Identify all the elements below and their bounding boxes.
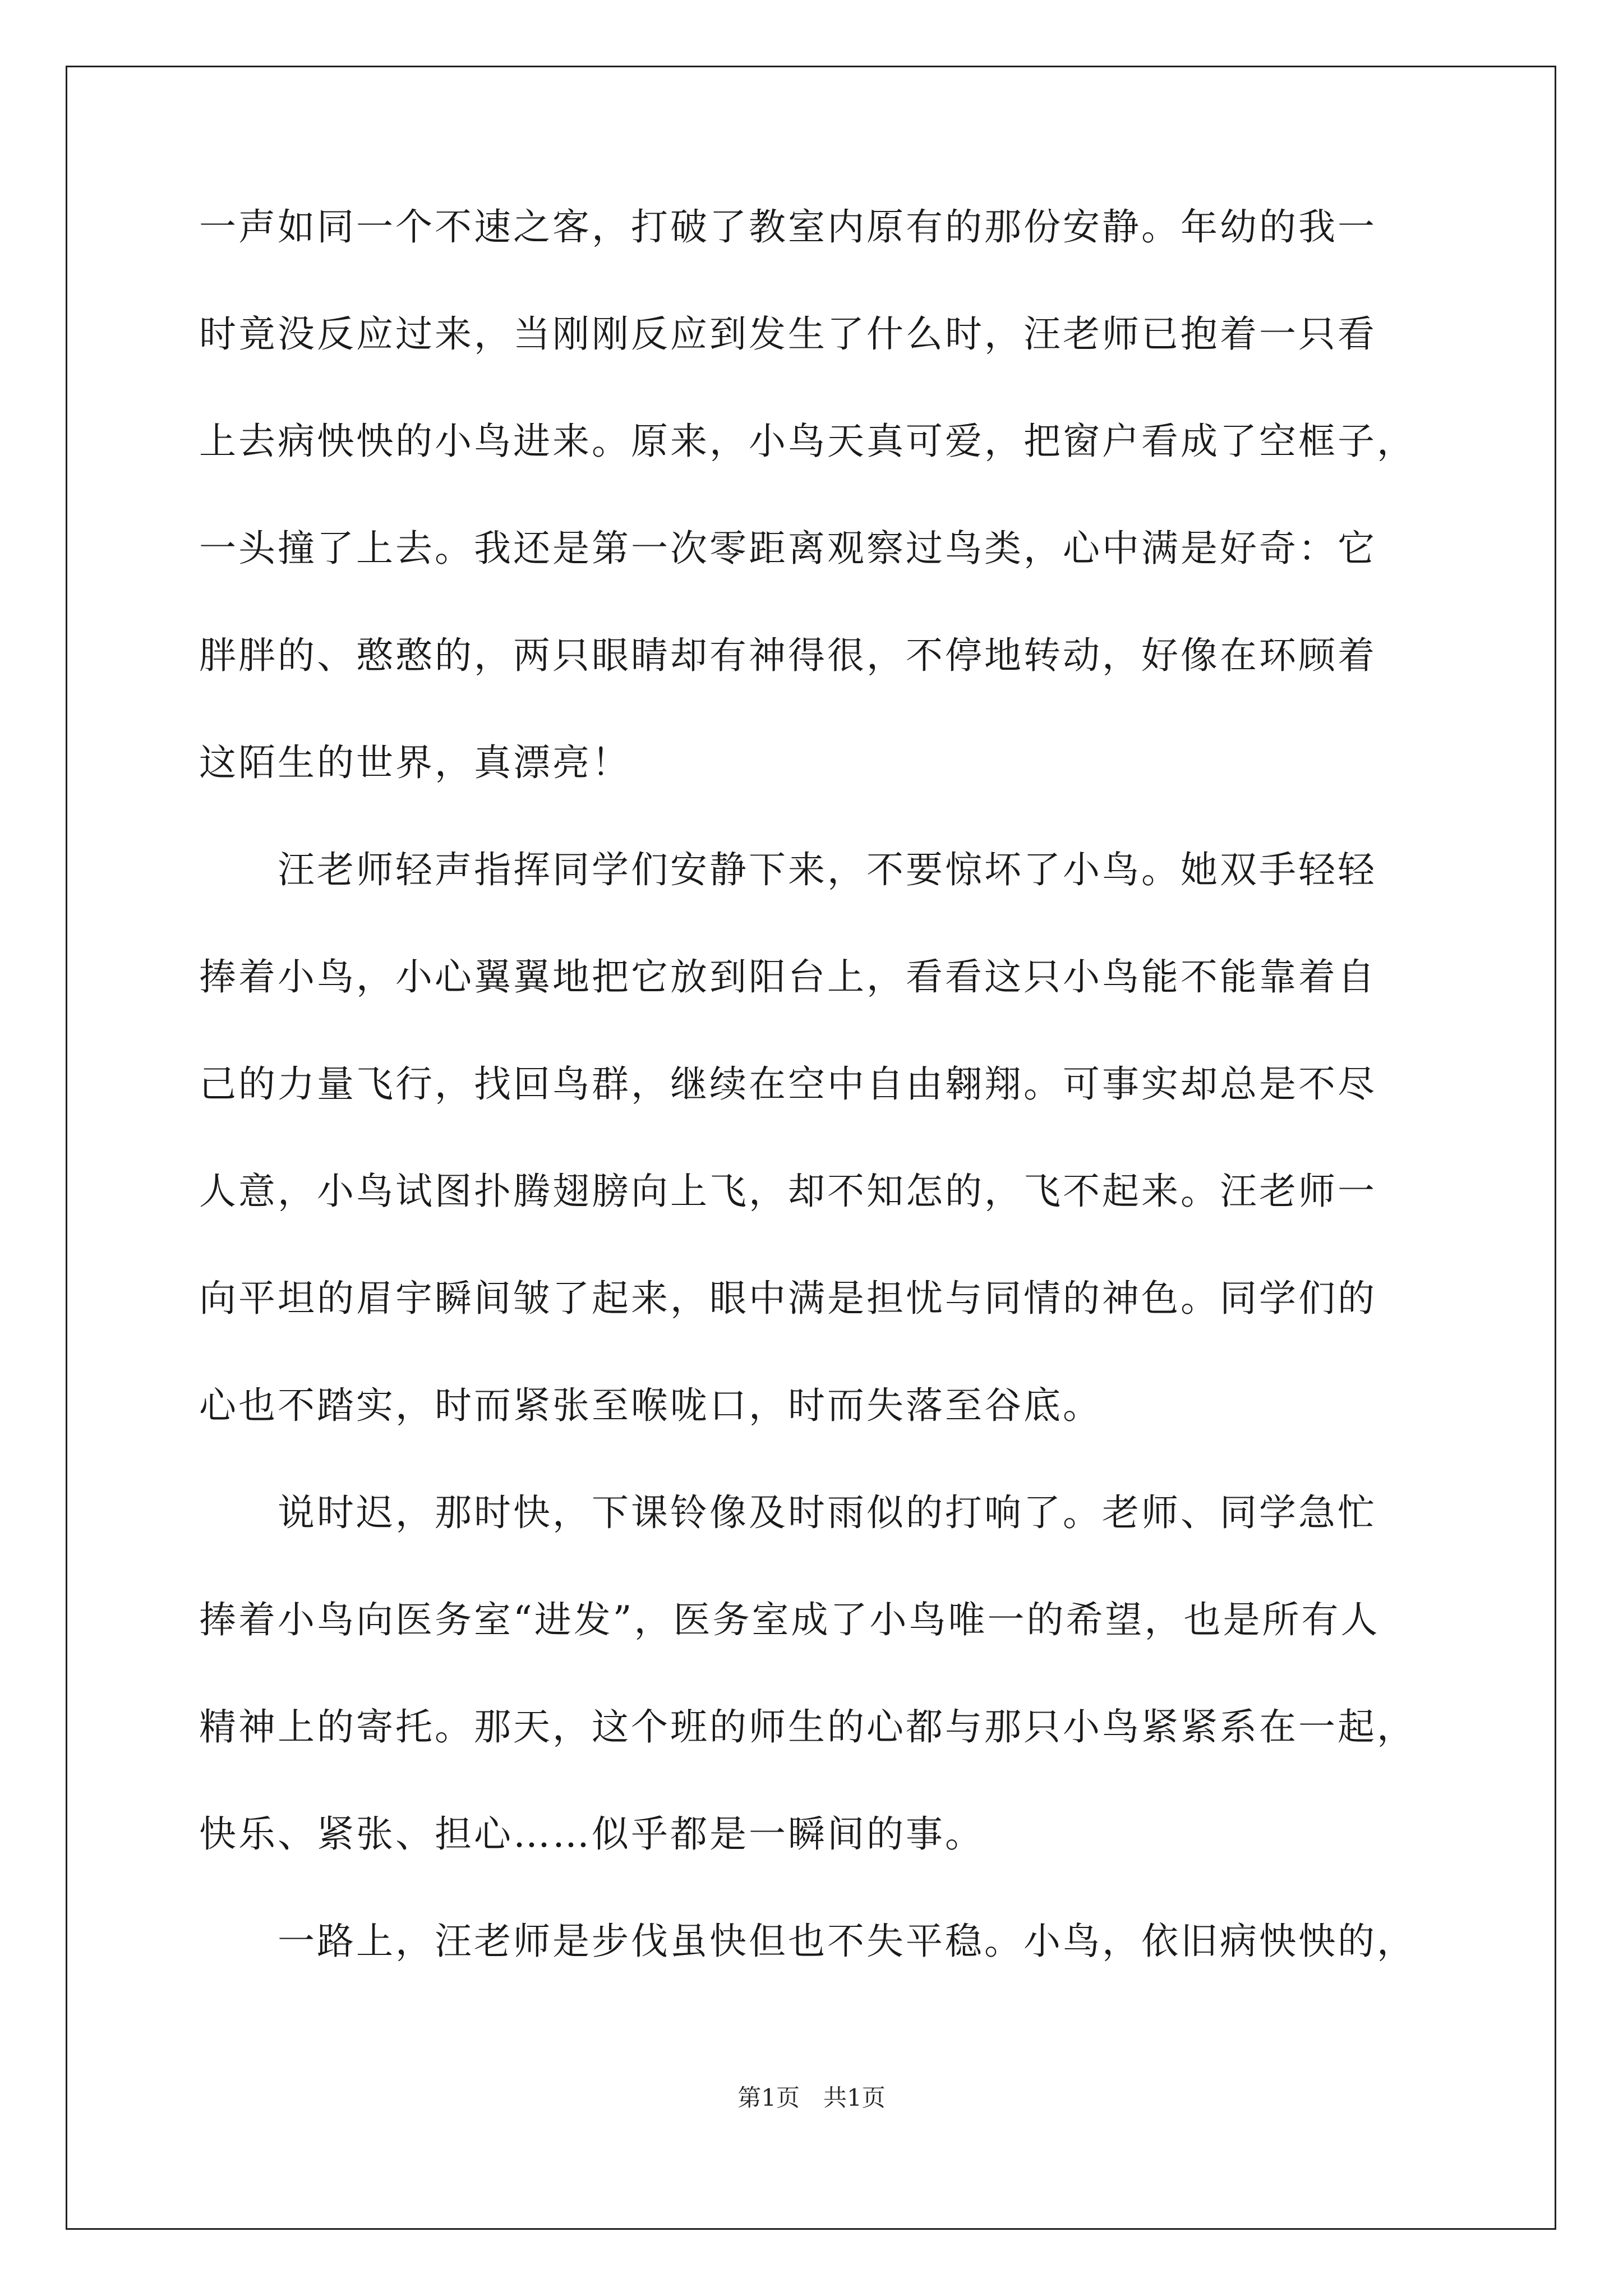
text-line: 捧着小鸟向医务室“进发”，医务室成了小鸟唯一的希望，也是所有人 [199,1598,1380,1641]
text-line: 快乐、紧张、担心……似乎都是一瞬间的事。 [199,1812,984,1856]
page-border [66,66,1556,2230]
text-line: 上去病怏怏的小鸟进来。原来，小鸟天真可爱，把窗户看成了空框子， [199,420,1416,463]
text-line: 说时迟，那时快，下课铃像及时雨似的打响了。老师、同学急忙 [199,1491,1377,1534]
text-line: 胖胖的、憨憨的，两只眼睛却有神得很，不停地转动，好像在环顾着 [199,634,1377,677]
text-line: 一路上，汪老师是步伐虽快但也不失平稳。小鸟，依旧病怏怏的， [199,1920,1416,1963]
text-line: 一声如同一个不速之客，打破了教室内原有的那份安静。年幼的我一 [199,205,1377,249]
text-line: 己的力量飞行，找回鸟群，继续在空中自由翱翔。可事实却总是不尽 [199,1062,1377,1106]
text-line: 向平坦的眉宇瞬间皱了起来，眼中满是担忧与同情的神色。同学们的 [199,1277,1377,1320]
text-line: 精神上的寄托。那天，这个班的师生的心都与那只小鸟紧紧系在一起， [199,1705,1416,1749]
text-line: 捧着小鸟，小心翼翼地把它放到阳台上，看看这只小鸟能不能靠着自 [199,955,1377,999]
text-line: 一头撞了上去。我还是第一次零距离观察过鸟类，心中满是好奇：它 [199,527,1377,570]
text-line: 心也不踏实，时而紧张至喉咙口，时而失落至谷底。 [199,1384,1102,1427]
text-line: 时竟没反应过来，当刚刚反应到发生了什么时，汪老师已抱着一只看 [199,312,1377,356]
text-line: 这陌生的世界，真漂亮！ [199,741,631,784]
text-line: 汪老师轻声指挥同学们安静下来，不要惊坏了小鸟。她双手轻轻 [199,848,1377,891]
page-footer: 第1页 共1页 [737,2084,886,2111]
text-line: 人意，小鸟试图扑腾翅膀向上飞，却不知怎的，飞不起来。汪老师一 [199,1170,1377,1213]
